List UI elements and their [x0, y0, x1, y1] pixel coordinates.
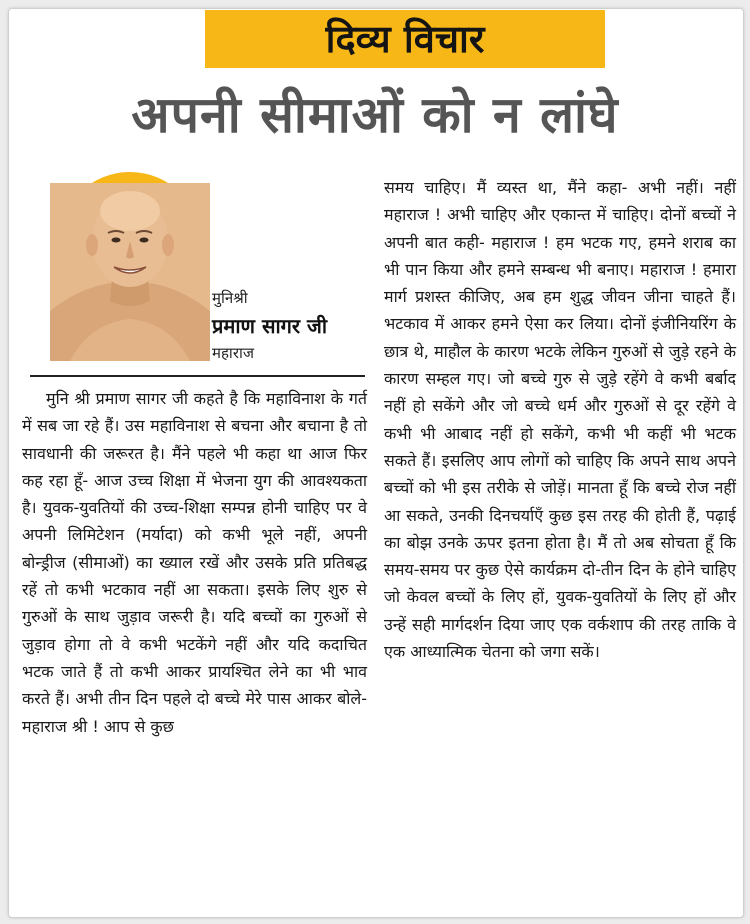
article-text-column-2: समय चाहिए। मैं व्यस्त था, मैंने कहा- अभी नहीं। नहीं महाराज ! अभी चाहिए और एकान्त में चाहिए। दोनों बच्चों ने अपनी बात कही- महाराज ! हम भटक गए, हमने शराब का भी पान किया और हमने सम्बन्ध भी बनाए। महाराज ! हमारा मार्ग प्रशस्त कीजिए, अब हम शुद्ध जीवन जीना चाहते हैं। भटकाव में आकर हमने ऐसा कर लिया। दोनों इंजीनियरिंग के छात्र थे, माहौल के कारण भटके लेकिन गुरुओं से जुड़े रहने के कारण सम्हल गए। जो बच्चे गुरु से जुड़े रहेंगे वे कभी बर्बाद नहीं हो सकेंगे और जो बच्चे धर्म और गुरुओं से दूर रहेंगे वे कभी भी आबाद नहीं हो सकेंगे, कभी भी कहीं भी भटक सकते हैं। इसलिए आप लोगों को चाहिए कि अपने साथ अपने बच्चों को भी इस तरीके से जोड़ें। मानता हूँ कि बच्चे रोज नहीं आ सकते, उनकी दिनचर्याएँ कुछ इस तरह की होती हैं, पढ़ाई का बोझ उनके ऊपर इतना होता है। मैं तो अब सोचता हूँ कि समय-समय पर कुछ ऐसे कार्यक्रम दो-तीन दिन के होने चाहिए जो केवल बच्चों के लिए हों, युवक-युवतियों के लिए हों और उन्हें सही मार्गदर्शन दिया जाए एक वर्कशाप की तरह ताकि वे एक आध्यात्मिक चेतना को जगा सकें। — [384, 178, 736, 662]
author-prefix: मुनिश्री — [212, 289, 248, 307]
article-text-column-1: मुनि श्री प्रमाण सागर जी कहते है कि महाविनाश के गर्त में सब जा रहे हैं। उस महाविनाश से बचना और बचाना है तो सावधानी की जरूरत है। मैंने पहले भी कहा था आज फिर कह रहा हूँ- आज उच्च शिक्षा में भेजना युग की आवश्यकता है। युवक-युवतियों की उच्च-शिक्षा सम्पन्न होनी चाहिए पर वे अपनी लिमिटेशन (मर्यादा) को कभी भूले नहीं, अपनी बोन्ड्रीज (सीमाओं) का ख्याल रखें और उसके प्रति प्रतिबद्ध रहें तो कभी भटकाव नहीं आ सकता। इसके लिए शुरु से गुरुओं के साथ जुड़ाव जरूरी है। यदि बच्चों का गुरुओं से जुड़ाव होगा तो वे कभी भटकेंगे नहीं और यदि कदाचित भटक जाते हैं तो कभी आकर प्रायश्चित लेने का भी भाव करते हैं। अभी तीन दिन पहले दो बच्चे मेरे पास आकर बोले- महाराज श्री ! आप से कुछ — [22, 389, 367, 736]
portrait-photo-icon — [50, 183, 210, 361]
article-headline: अपनी सीमाओं को न लांघे — [131, 86, 619, 144]
article-column-2 — [384, 174, 736, 665]
section-label: दिव्य विचार — [325, 17, 485, 61]
author-portrait — [50, 183, 210, 361]
author-suffix: महाराज — [212, 344, 254, 362]
author-name: प्रमाण सागर जी — [212, 314, 328, 338]
divider-rule — [30, 375, 365, 377]
article-column-1 — [22, 385, 367, 740]
